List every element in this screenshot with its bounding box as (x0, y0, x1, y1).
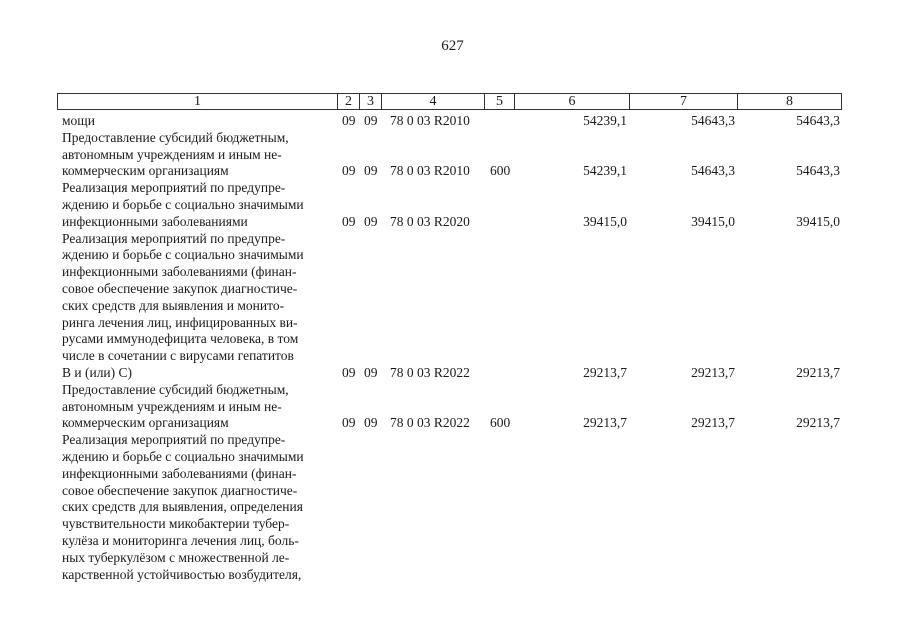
row-name-line: кулёза и мониторинга лечения лиц, боль- (62, 532, 299, 548)
row-name-line: коммерческим организациям (62, 415, 229, 431)
header-col-5: 5 (485, 94, 515, 109)
row-name-line: числе в сочетании с вирусами гепатитов (62, 348, 294, 364)
row-name-line: инфекционными заболеваниями (62, 213, 248, 229)
subsection-code: 09 (364, 113, 378, 128)
section-code: 09 (342, 213, 356, 229)
table-row (0, 113, 905, 130)
amount-col-7: 29213,7 (691, 415, 735, 431)
row-name (62, 432, 334, 583)
row-name-line: ских средств для выявления и монито- (62, 297, 285, 313)
row-values (0, 415, 905, 432)
amount-col-6: 54239,1 (583, 163, 627, 179)
row-values (0, 365, 905, 382)
target-article-code: 78 0 03 R2010 (390, 113, 470, 128)
amount-col-8: 39415,0 (796, 213, 840, 229)
target-article-code: 78 0 03 R2020 (390, 213, 470, 229)
section-code: 09 (342, 113, 356, 128)
row-name-line: инфекционными заболеваниями (финан- (62, 465, 297, 481)
row-name-line: Реализация мероприятий по предупре- (62, 180, 286, 196)
row-name-line: Реализация мероприятий по предупре- (62, 230, 286, 246)
row-name-line: ждению и борьбе с социально значимыми (62, 448, 304, 464)
amount-col-6: 39415,0 (583, 213, 627, 229)
row-name-line: инфекционными заболеваниями (финан- (62, 264, 297, 280)
section-code: 09 (342, 415, 356, 431)
header-col-2: 2 (338, 94, 360, 109)
table-row (0, 231, 905, 382)
header-col-6: 6 (515, 94, 630, 109)
amount-col-8: 29213,7 (796, 415, 840, 431)
subsection-code: 09 (364, 364, 378, 380)
row-name-line: Предоставление субсидий бюджетным, (62, 129, 289, 145)
amount-col-8: 54643,3 (796, 163, 840, 179)
header-col-8: 8 (786, 94, 793, 109)
subsection-code: 09 (364, 213, 378, 229)
header-col-3: 3 (360, 94, 382, 109)
row-name-line: ждению и борьбе с социально значимыми (62, 196, 304, 212)
table-body (0, 113, 905, 583)
row-name-line: коммерческим организациям (62, 163, 229, 179)
row-name-line: совое обеспечение закупок диагностиче- (62, 280, 298, 296)
row-name-line: ных туберкулёзом с множественной ле- (62, 549, 290, 565)
amount-col-7: 54643,3 (691, 163, 735, 179)
amount-col-8: 29213,7 (796, 364, 840, 380)
table-row (0, 130, 905, 180)
amount-col-7: 54643,3 (691, 113, 735, 128)
row-name-line: автономным учреждениям и иным не- (62, 146, 282, 162)
amount-col-6: 29213,7 (583, 415, 627, 431)
amount-col-6: 29213,7 (583, 364, 627, 380)
row-name-line: автономным учреждениям и иным не- (62, 398, 282, 414)
row-values (0, 163, 905, 180)
target-article-code: 78 0 03 R2022 (390, 415, 470, 431)
target-article-code: 78 0 03 R2010 (390, 163, 470, 179)
target-article-code: 78 0 03 R2022 (390, 364, 470, 380)
row-name-line: ских средств для выявления, определения (62, 499, 303, 515)
header-col-1: 1 (58, 94, 338, 109)
row-name-line: карственной устойчивостью возбудителя, (62, 566, 302, 582)
page-number: 627 (441, 38, 464, 54)
table-row (0, 180, 905, 230)
row-name-line: чувствительности микобактерии тубер- (62, 516, 290, 532)
header-col-7: 7 (630, 94, 738, 109)
section-code: 09 (342, 364, 356, 380)
row-name-line: ждению и борьбе с социально значимыми (62, 247, 304, 263)
row-values (0, 214, 905, 231)
expense-type-code: 600 (490, 415, 511, 431)
row-name-line: B и (или) C) (62, 364, 133, 380)
subsection-code: 09 (364, 163, 378, 179)
amount-col-6: 54239,1 (583, 113, 627, 128)
header-col-4: 4 (382, 94, 485, 109)
row-name-line: совое обеспечение закупок диагностиче- (62, 482, 298, 498)
amount-col-7: 29213,7 (691, 364, 735, 380)
row-name (62, 231, 334, 382)
row-name-line: Предоставление субсидий бюджетным, (62, 381, 289, 397)
section-code: 09 (342, 163, 356, 179)
row-name-line: русами иммунодефицита человека, в том (62, 331, 299, 347)
row-values (0, 567, 905, 584)
row-values (0, 113, 905, 130)
table-row (0, 382, 905, 432)
row-name-line: Реализация мероприятий по предупре- (62, 432, 286, 448)
amount-col-8: 54643,3 (796, 113, 840, 128)
table-row (0, 432, 905, 583)
table-header (57, 93, 842, 110)
subsection-code: 09 (364, 415, 378, 431)
row-name-line: мощи (62, 113, 95, 128)
row-name-line: ринга лечения лиц, инфицированных ви- (62, 314, 298, 330)
amount-col-7: 39415,0 (691, 213, 735, 229)
expense-type-code: 600 (490, 163, 511, 179)
